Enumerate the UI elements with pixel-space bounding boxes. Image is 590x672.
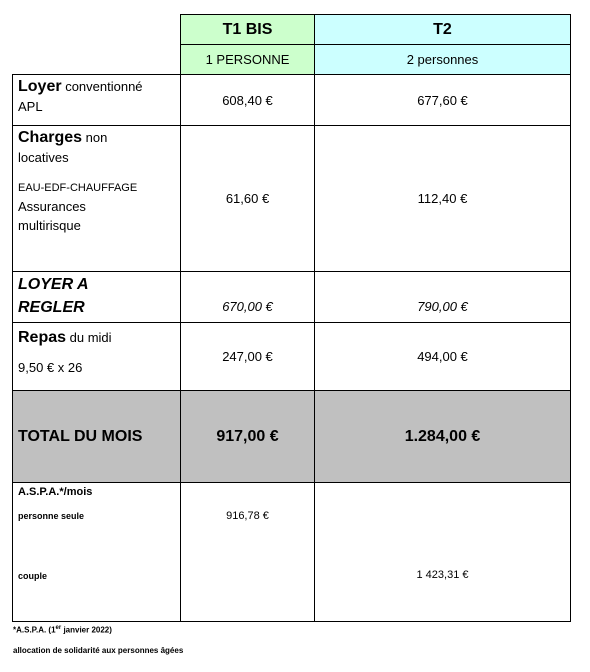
- header-t1bis: [180, 14, 315, 45]
- row-repas-label: [12, 322, 181, 391]
- repas-label-rest: du midi: [66, 330, 112, 345]
- aspa-personne-seule: personne seule: [18, 511, 85, 521]
- repas-label-price: 9,50 € x 26: [18, 360, 83, 375]
- row-charges-t1: [180, 125, 315, 272]
- footnote-aspa-date: [13, 625, 112, 635]
- row-loyer-t1: [180, 74, 315, 126]
- header-t1bis-title: T1 BIS: [222, 20, 273, 38]
- row-repas-t2: [314, 322, 571, 391]
- footnote-aspa-date-a: *A.S.P.A. (1: [13, 625, 56, 635]
- loyer-label-apl: APL: [18, 99, 43, 114]
- aspa-t2-value: 1 423,31 €: [416, 569, 469, 581]
- total-label: TOTAL DU MOIS: [18, 427, 143, 445]
- aspa-couple: couple: [18, 571, 48, 581]
- footnote-aspa-date-b: janvier 2022): [61, 625, 112, 635]
- total-t1-value: 917,00 €: [216, 427, 279, 445]
- header-t1bis-sub: [180, 44, 315, 75]
- row-total-t1: [180, 390, 315, 483]
- row-aspa-label: [12, 482, 181, 622]
- loyer-regler-t2-value: 790,00 €: [417, 299, 468, 314]
- row-loyer-regler-t1: [180, 271, 315, 323]
- row-total-label: [12, 390, 181, 483]
- header-t2-subtitle: 2 personnes: [406, 52, 479, 67]
- row-repas-t1: [180, 322, 315, 391]
- repas-label-bold: Repas: [18, 329, 67, 346]
- charges-label-bold: Charges: [18, 129, 83, 146]
- charges-label-locatives: locatives: [18, 150, 69, 165]
- repas-t1-value: 247,00 €: [222, 349, 273, 364]
- loyer-t2-value: 677,60 €: [417, 92, 468, 108]
- charges-t2-value: 112,40 €: [417, 191, 468, 206]
- repas-t2-value: 494,00 €: [417, 349, 468, 364]
- row-loyer-label: [12, 74, 181, 126]
- header-t2: [314, 14, 571, 45]
- header-t2-title: T2: [433, 20, 452, 38]
- loyer-label-bold: Loyer: [18, 78, 62, 95]
- charges-sub-eau: EAU-EDF-CHAUFFAGE: [18, 182, 138, 194]
- loyer-regler-t1-value: 670,00 €: [222, 299, 273, 314]
- row-charges-t2: [314, 125, 571, 272]
- charges-sub-multirisque: multirisque: [18, 218, 81, 233]
- row-loyer-regler-label: [12, 271, 181, 323]
- row-loyer-regler-t2: [314, 271, 571, 323]
- footnote-aspa-date-sup: er: [55, 625, 62, 631]
- charges-label-rest: non: [82, 130, 108, 145]
- loyer-regler-label-line2: REGLER: [18, 299, 85, 316]
- aspa-label: A.S.P.A.*/mois: [18, 486, 93, 498]
- row-loyer-t2: [314, 74, 571, 126]
- total-t2-value: 1.284,00 €: [404, 427, 481, 445]
- charges-sub-assurances: Assurances: [18, 199, 86, 214]
- charges-t1-value: 61,60 €: [225, 191, 270, 206]
- header-t2-sub: [314, 44, 571, 75]
- aspa-t1-value: 916,78 €: [226, 510, 269, 522]
- footnote-aspa-definition: allocation de solidarité aux personnes âgées: [13, 646, 184, 655]
- row-aspa-t2: [314, 482, 571, 622]
- loyer-t1-value: 608,40 €: [222, 92, 273, 108]
- row-charges-label: [12, 125, 181, 272]
- header-t1bis-subtitle: 1 PERSONNE: [205, 52, 290, 67]
- row-aspa-t1: [180, 482, 315, 622]
- row-total-t2: [314, 390, 571, 483]
- loyer-label-rest: conventionné: [61, 79, 143, 94]
- loyer-regler-label-line1: LOYER A: [18, 276, 89, 293]
